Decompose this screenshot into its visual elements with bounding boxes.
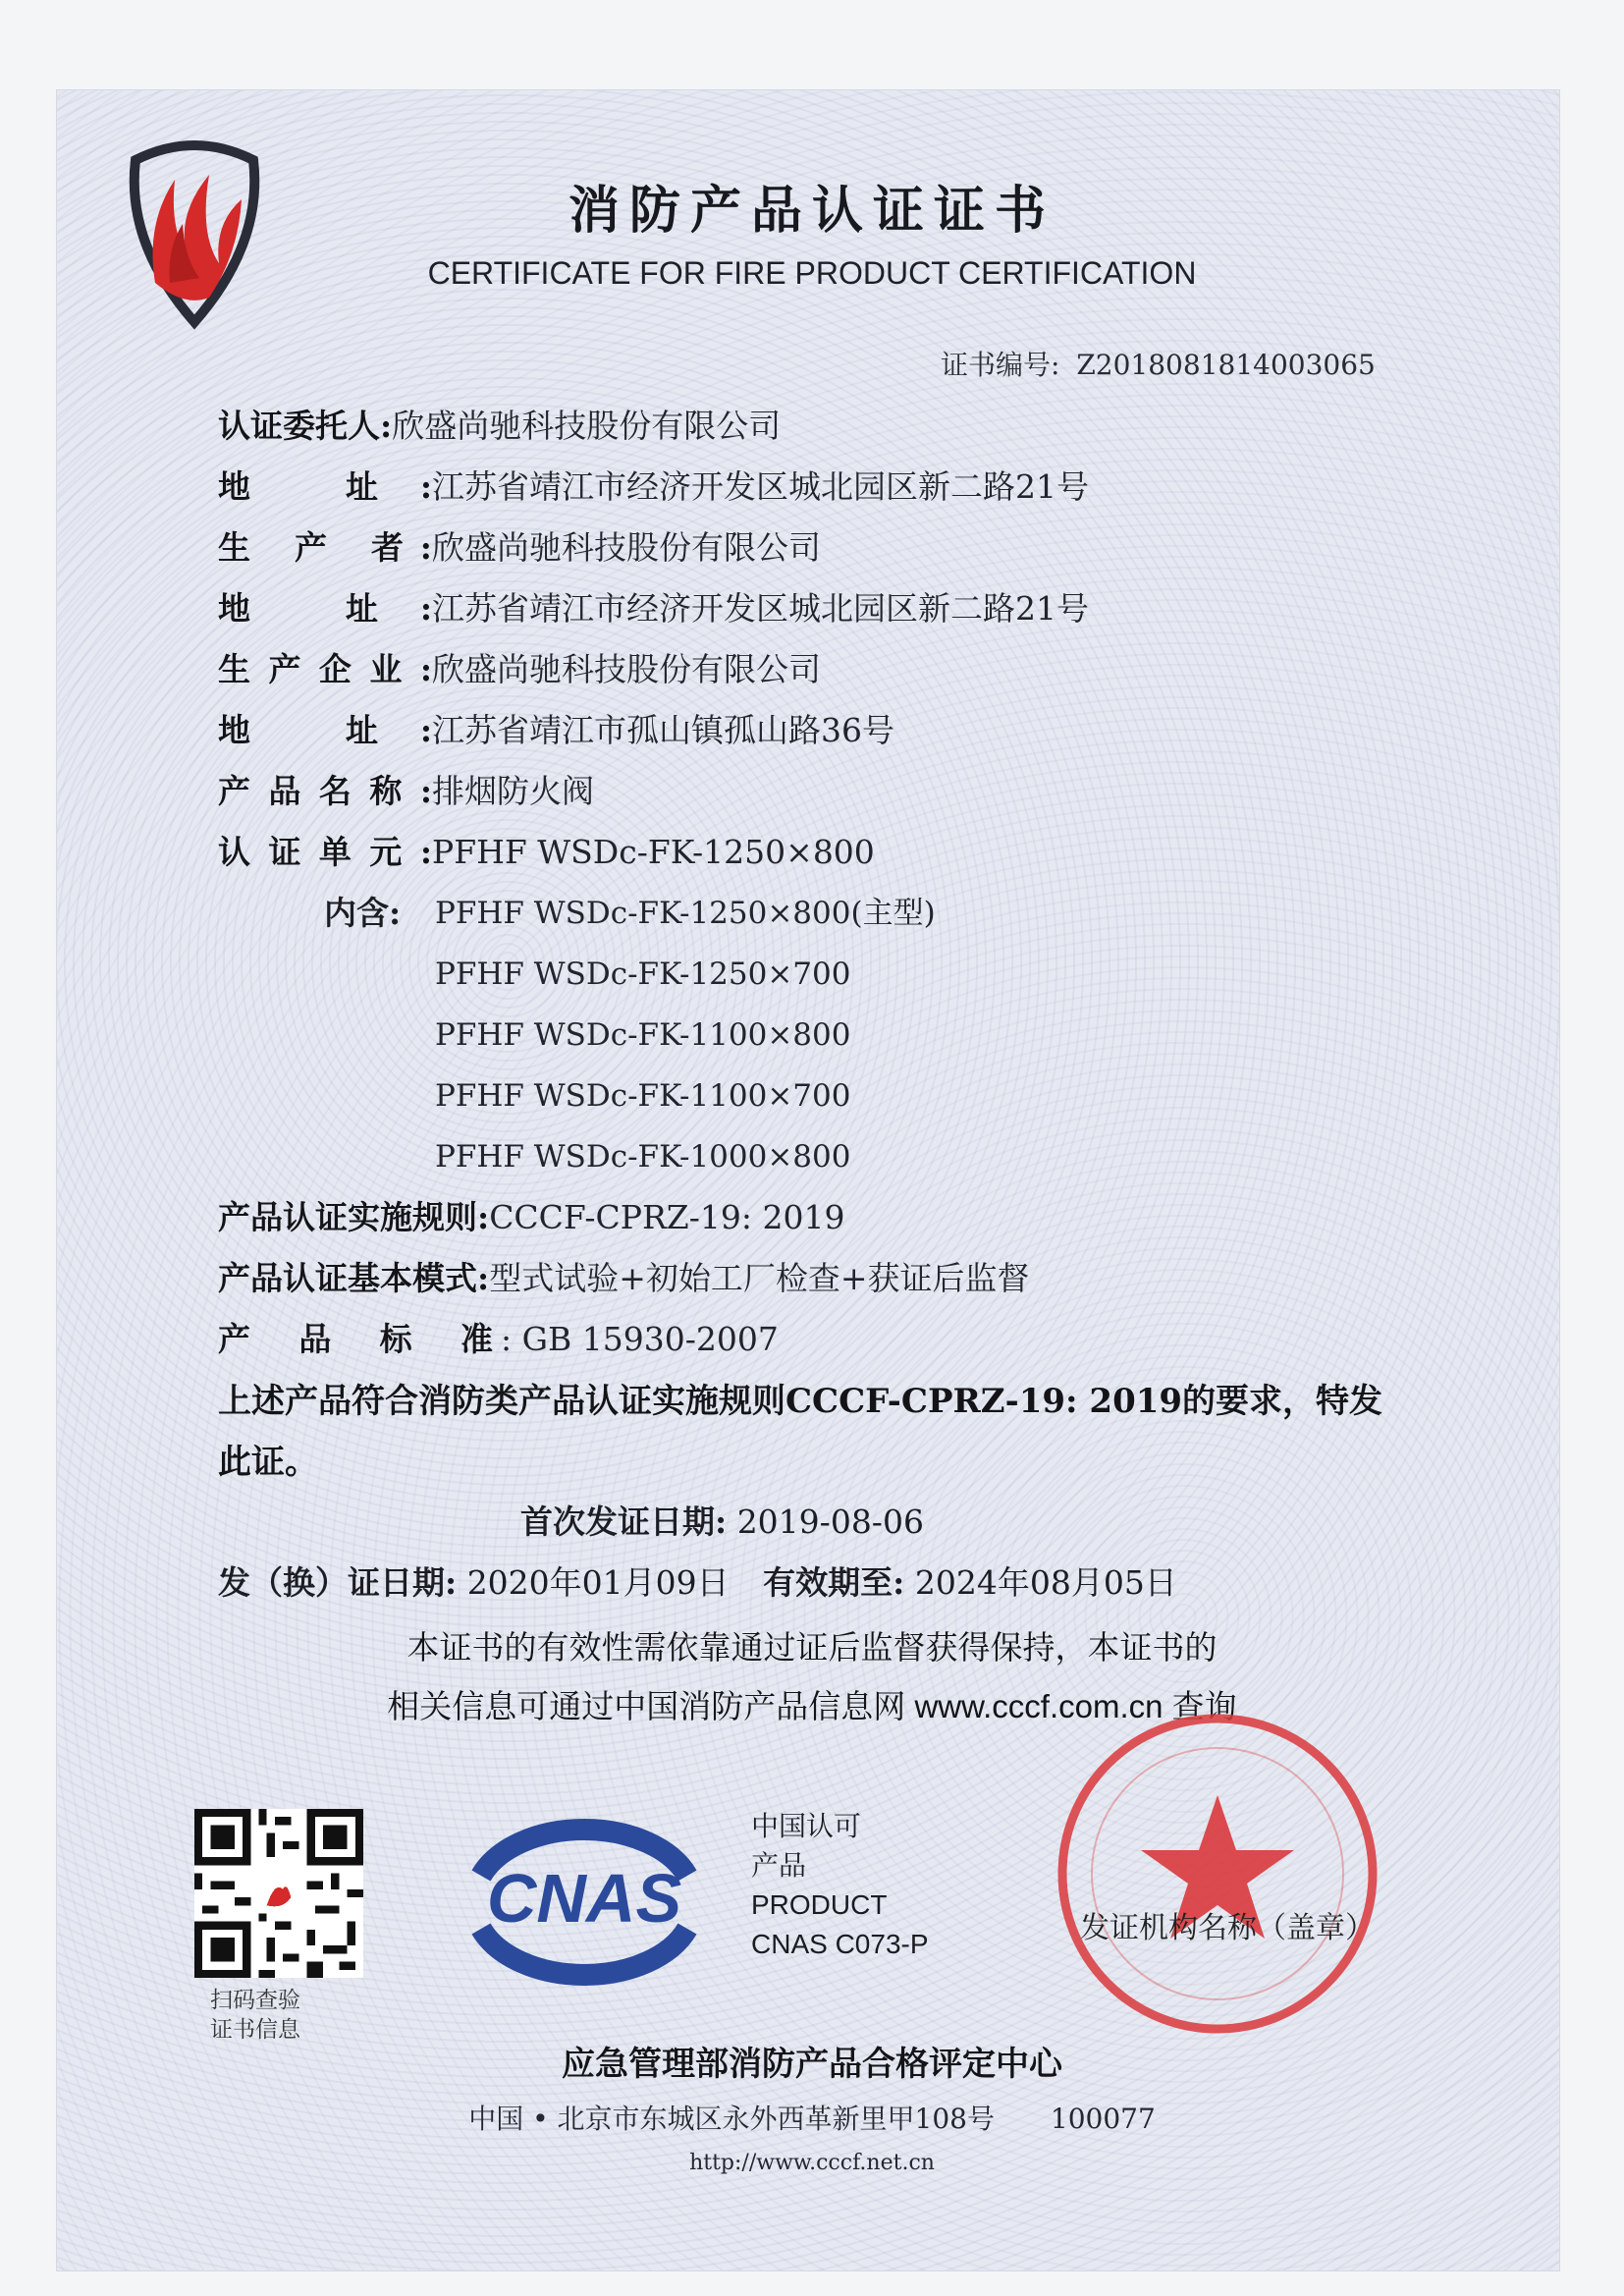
cnas-line4: CNAS C073-P: [751, 1929, 929, 1959]
certificate-number: [941, 344, 1376, 383]
issue-dates: [218, 1561, 1177, 1605]
cnas-logo: [452, 1799, 717, 2009]
footer-address-text: 中国 • 北京市东城区永外西革新里甲108号: [468, 2103, 995, 2135]
field-value: 欣盛尚驰科技股份有限公司: [392, 407, 782, 445]
contains-item: PFHF WSDc-FK-1100×700: [435, 1078, 851, 1114]
contains-item: PFHF WSDc-FK-1000×800: [435, 1139, 851, 1175]
field-label: 生产企业:: [218, 650, 432, 688]
field-value: 江苏省靖江市经济开发区城北园区新二路21号: [432, 467, 1089, 506]
cnas-line3: PRODUCT: [751, 1889, 888, 1920]
valid-until-label: 有效期至:: [763, 1563, 905, 1602]
first-issue-value: 2019-08-06: [736, 1503, 924, 1541]
cert-no-label: 证书编号:: [941, 349, 1060, 381]
cert-no-value: Z2018081814003065: [1076, 349, 1376, 381]
field-label: 生 产 者:: [218, 528, 432, 567]
contains-item: PFHF WSDc-FK-1100×800: [435, 1017, 851, 1053]
field-producer-address: [218, 587, 1089, 630]
issuer-seal-label: 发证机构名称（盖章）: [1080, 1911, 1375, 1945]
qr-caption-line2: 证书信息: [210, 2017, 300, 2043]
first-issue-label: 首次发证日期:: [520, 1503, 728, 1541]
footer-url[interactable]: http://www.cccf.net.cn: [689, 2151, 935, 2175]
valid-until-value: 2024年08月05日: [914, 1563, 1177, 1602]
field-client-address: [218, 465, 1089, 509]
contains-label: 内含:: [324, 894, 402, 932]
field-client: [218, 405, 781, 448]
field-label: 产品认证基本模式:: [218, 1259, 490, 1297]
field-manufacturer: [218, 648, 821, 691]
field-value: 欣盛尚驰科技股份有限公司: [432, 650, 821, 688]
certificate-title-en: CERTIFICATE FOR FIRE PRODUCT CERTIFICATION: [427, 255, 1197, 291]
field-implementation-rules: [218, 1196, 844, 1239]
cnas-line2: 产品: [751, 1850, 807, 1881]
first-issue-date: [520, 1501, 924, 1544]
conformity-statement-line2: 此证。: [218, 1443, 318, 1482]
qr-code[interactable]: [194, 1809, 363, 1982]
contains-item: PFHF WSDc-FK-1250×700: [435, 957, 851, 992]
footer-postcode: 100077: [1050, 2103, 1156, 2135]
field-value: 江苏省靖江市经济开发区城北园区新二路21号: [432, 589, 1089, 628]
field-value: 欣盛尚驰科技股份有限公司: [432, 528, 821, 567]
qr-caption-line1: 扫码查验: [210, 1988, 300, 2013]
cnas-line1: 中国认可: [751, 1811, 862, 1841]
field-label: 地 址:: [218, 467, 432, 506]
footer-org-name: 应急管理部消防产品合格评定中心: [562, 2045, 1062, 2084]
field-product-standard: [218, 1318, 779, 1361]
field-product-name: [218, 770, 594, 813]
certificate-title-cn: 消防产品认证证书: [568, 181, 1056, 241]
cnas-logo-text: CNAS: [486, 1860, 682, 1937]
field-value: PFHF WSDc-FK-1250×800: [432, 833, 875, 871]
contains-item: PFHF WSDc-FK-1250×800(主型): [435, 896, 936, 931]
issue-label: 发（换）证日期:: [218, 1563, 458, 1602]
cnas-caption: [751, 1807, 929, 1964]
field-value: : GB 15930-2007: [501, 1320, 779, 1358]
field-value: 型式试验+初始工厂检查+获证后监督: [489, 1259, 1030, 1297]
field-label: 产品名称:: [218, 772, 432, 810]
issue-value: 2020年01月09日: [466, 1563, 730, 1602]
field-certification-unit: [218, 831, 875, 874]
field-value: 排烟防火阀: [432, 772, 594, 810]
field-certification-mode: [218, 1257, 1030, 1300]
field-value: CCCF-CPRZ-19: 2019: [489, 1198, 845, 1236]
field-label: 认证单元:: [218, 833, 432, 871]
field-label: 认证委托人:: [218, 407, 393, 445]
validity-note-line2: 相关信息可通过中国消防产品信息网 www.cccf.com.cn 查询: [387, 1688, 1237, 1724]
field-label: 产品认证实施规则:: [218, 1198, 490, 1236]
field-manufacturer-address: [218, 709, 894, 752]
validity-note-line1: 本证书的有效性需依靠通过证后监督获得保持，本证书的: [406, 1629, 1218, 1666]
field-label: 产 品 标 准: [218, 1320, 493, 1358]
footer-address: [0, 2098, 1624, 2137]
field-label: 地 址:: [218, 589, 432, 628]
field-producer: [218, 526, 821, 570]
field-label: 地 址:: [218, 711, 432, 749]
conformity-statement-line1: 上述产品符合消防类产品认证实施规则CCCF-CPRZ-19: 2019的要求，特发: [218, 1382, 1383, 1421]
qr-caption: [196, 1986, 314, 2045]
official-seal: [1051, 1707, 1384, 2045]
field-value: 江苏省靖江市孤山镇孤山路36号: [432, 711, 894, 749]
